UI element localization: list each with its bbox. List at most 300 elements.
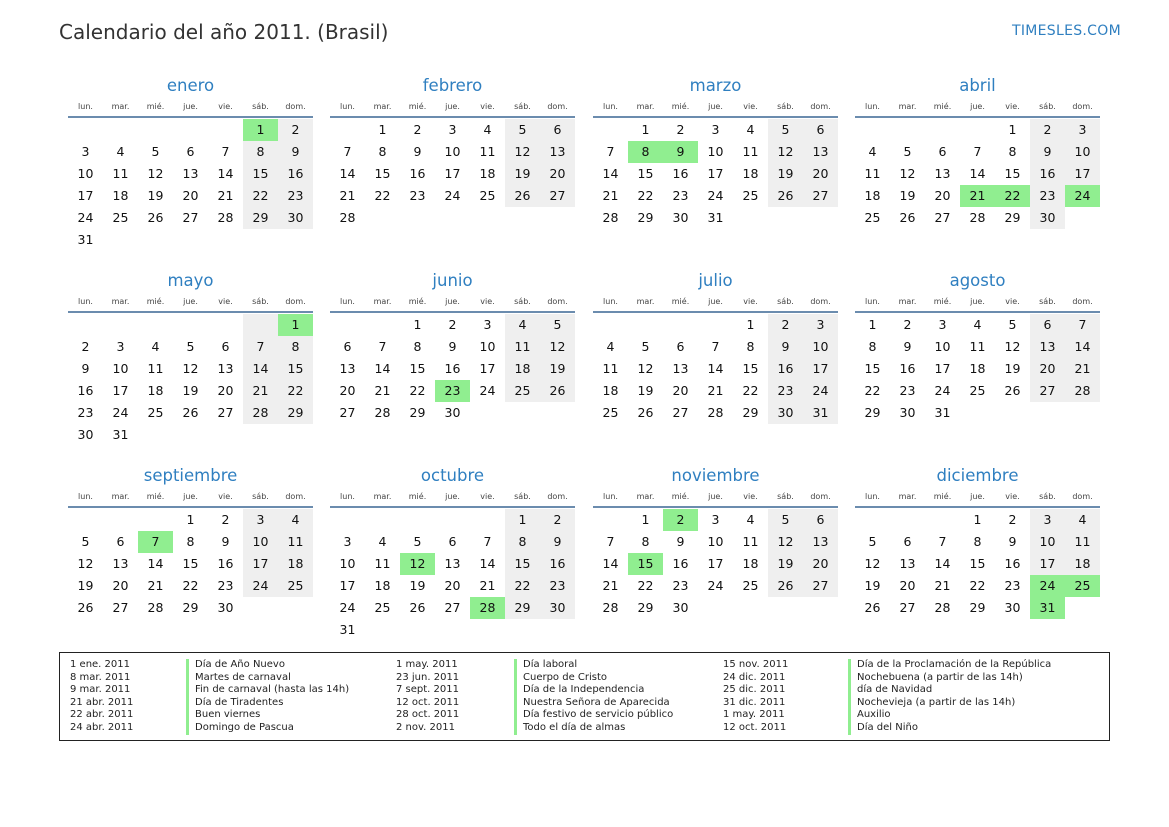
month-name: octubre	[420, 466, 485, 485]
day-cell: 23	[899, 383, 916, 398]
day-cell: 16	[672, 166, 689, 181]
day-cell: 2	[413, 122, 422, 137]
day-cell: 25	[742, 578, 759, 593]
weekday-label: lun.	[340, 492, 355, 501]
day-cell: 11	[479, 144, 496, 159]
day-cell: 22	[182, 578, 199, 593]
day-cell: 8	[1008, 144, 1017, 159]
week-row	[68, 141, 313, 163]
day-cell: 29	[637, 600, 654, 615]
empty-day-cell	[1065, 207, 1100, 229]
day-cell: 27	[182, 210, 199, 225]
empty-day-cell	[208, 229, 243, 251]
legend-date: 25 dic. 2011	[723, 684, 786, 696]
day-cell: 27	[899, 600, 916, 615]
day-cell: 3	[711, 122, 720, 137]
day-cell: 2	[903, 317, 912, 332]
week-row	[855, 336, 1100, 358]
day-cell: 3	[343, 534, 352, 549]
empty-day-cell	[890, 509, 925, 531]
day-cell: 26	[77, 600, 94, 615]
legend-names-col-2	[514, 659, 673, 735]
day-cell: 12	[864, 556, 881, 571]
day-cell: 28	[602, 210, 619, 225]
day-cell: 16	[1004, 556, 1021, 571]
day-cell: 30	[672, 210, 689, 225]
day-cell: 17	[112, 383, 129, 398]
week-row	[593, 207, 838, 229]
weekday-label: jue.	[970, 297, 985, 306]
day-cell: 17	[339, 578, 356, 593]
empty-day-cell	[470, 207, 505, 229]
day-cell: 27	[803, 185, 838, 207]
empty-day-cell	[505, 402, 540, 424]
month-name: julio	[698, 271, 733, 290]
day-cell: 2	[768, 314, 803, 336]
day-cell: 17	[243, 553, 278, 575]
day-cell: 15	[505, 553, 540, 575]
day-cell: 10	[444, 144, 461, 159]
header-divider	[68, 506, 313, 508]
weekday-label: jue.	[708, 297, 723, 306]
month-name: enero	[166, 76, 215, 95]
day-cell: 24	[803, 380, 838, 402]
week-row	[68, 597, 313, 619]
day-cell: 7	[378, 339, 387, 354]
weekday-label: dom.	[810, 102, 831, 111]
day-cell: 6	[448, 534, 457, 549]
day-cell: 28	[243, 402, 278, 424]
empty-day-cell	[540, 619, 575, 641]
day-cell: 13	[217, 361, 234, 376]
empty-day-cell	[365, 509, 400, 531]
day-cell: 20	[672, 383, 689, 398]
day-cell: 11	[742, 144, 759, 159]
day-cell: 16	[540, 553, 575, 575]
day-cell: 13	[1030, 336, 1065, 358]
weekday-label: jue.	[445, 102, 460, 111]
weekday-label: mié.	[671, 102, 690, 111]
week-row	[68, 207, 313, 229]
day-cell: 11	[278, 531, 313, 553]
weekday-label: dom.	[810, 297, 831, 306]
weekday-label: dom.	[285, 102, 306, 111]
day-cell: 8	[186, 534, 195, 549]
legend-date: 1 may. 2011	[723, 709, 785, 721]
day-cell: 12	[1004, 339, 1021, 354]
day-cell: 31	[707, 210, 724, 225]
day-cell: 7	[973, 144, 982, 159]
day-cell: 10	[707, 534, 724, 549]
empty-day-cell	[470, 619, 505, 641]
day-cell: 19	[147, 188, 164, 203]
month-marzo	[593, 74, 838, 229]
brand-link[interactable]: TIMESLES.COM	[1012, 23, 1121, 39]
day-cell: 9	[663, 141, 698, 163]
day-cell: 17	[803, 358, 838, 380]
week-row	[330, 553, 575, 575]
week-row	[330, 336, 575, 358]
day-cell: 25	[1065, 575, 1100, 597]
day-cell: 17	[707, 166, 724, 181]
weekday-label: vie.	[1005, 102, 1020, 111]
day-cell: 18	[742, 556, 759, 571]
empty-day-cell	[68, 509, 103, 531]
day-cell: 16	[278, 163, 313, 185]
legend-date: 21 abr. 2011	[70, 696, 134, 708]
legend-holiday-name: Día laboral	[514, 659, 673, 672]
weekday-label: mar.	[111, 102, 130, 111]
week-row	[593, 575, 838, 597]
empty-day-cell	[103, 229, 138, 251]
day-cell: 7	[483, 534, 492, 549]
day-cell: 13	[672, 361, 689, 376]
empty-day-cell	[68, 119, 103, 141]
month-abril	[855, 74, 1100, 229]
day-cell: 19	[1004, 361, 1021, 376]
day-cell: 20	[803, 163, 838, 185]
day-cell: 9	[768, 336, 803, 358]
days-grid	[330, 119, 575, 229]
day-cell: 12	[768, 531, 803, 553]
weekday-label: lun.	[603, 102, 618, 111]
week-row	[330, 380, 575, 402]
weekday-label: mié.	[671, 297, 690, 306]
day-cell: 23	[278, 185, 313, 207]
day-cell: 23	[672, 188, 689, 203]
week-row	[593, 358, 838, 380]
weekday-label: mié.	[671, 492, 690, 501]
weekday-header	[330, 100, 575, 114]
day-cell: 28	[1065, 380, 1100, 402]
day-cell: 14	[934, 556, 951, 571]
weekday-label: jue.	[183, 297, 198, 306]
day-cell: 21	[602, 188, 619, 203]
day-cell: 10	[112, 361, 129, 376]
day-cell: 22	[637, 578, 654, 593]
day-cell: 28	[707, 405, 724, 420]
day-cell: 20	[803, 553, 838, 575]
day-cell: 15	[1004, 166, 1021, 181]
day-cell: 11	[147, 361, 164, 376]
empty-day-cell	[435, 509, 470, 531]
day-cell: 18	[147, 383, 164, 398]
day-cell: 2	[1008, 512, 1017, 527]
week-row	[330, 531, 575, 553]
weekday-label: dom.	[1072, 492, 1093, 501]
month-name: diciembre	[936, 466, 1019, 485]
week-row	[593, 509, 838, 531]
day-cell: 20	[1030, 358, 1065, 380]
legend-holiday-name: Nuestra Señora de Aparecida	[514, 697, 673, 710]
day-cell: 6	[540, 119, 575, 141]
empty-day-cell	[278, 229, 313, 251]
week-row	[855, 575, 1100, 597]
header-divider	[855, 506, 1100, 508]
legend-dates-col-2	[396, 659, 459, 735]
empty-day-cell	[1030, 402, 1065, 424]
day-cell: 1	[186, 512, 195, 527]
month-name: noviembre	[671, 466, 760, 485]
legend-holiday-name: Fin de carnaval (hasta las 14h)	[186, 684, 349, 697]
header-divider	[330, 311, 575, 313]
days-grid	[593, 314, 838, 424]
month-junio	[330, 269, 575, 424]
weekday-label: vie.	[218, 297, 233, 306]
day-cell: 24	[112, 405, 129, 420]
week-row	[855, 185, 1100, 207]
day-cell: 29	[505, 597, 540, 619]
weekday-label: sáb.	[252, 102, 269, 111]
weekday-label: mar.	[898, 297, 917, 306]
day-cell: 24	[1065, 185, 1100, 207]
days-grid	[68, 119, 313, 251]
day-cell: 7	[711, 339, 720, 354]
weekday-header	[593, 100, 838, 114]
day-cell: 7	[1065, 314, 1100, 336]
day-cell: 13	[444, 556, 461, 571]
month-mayo	[68, 269, 313, 446]
weekday-header	[855, 295, 1100, 309]
day-cell: 19	[768, 163, 803, 185]
day-cell: 8	[868, 339, 877, 354]
weekday-label: mié.	[408, 297, 427, 306]
day-cell: 1	[641, 122, 650, 137]
day-cell: 10	[77, 166, 94, 181]
header-divider	[68, 116, 313, 118]
weekday-label: mar.	[111, 492, 130, 501]
day-cell: 26	[768, 575, 803, 597]
weekday-label: vie.	[743, 492, 758, 501]
weekday-label: dom.	[285, 297, 306, 306]
day-cell: 17	[934, 361, 951, 376]
day-cell: 28	[217, 210, 234, 225]
day-cell: 16	[768, 358, 803, 380]
month-name: agosto	[949, 271, 1006, 290]
day-cell: 19	[77, 578, 94, 593]
day-cell: 17	[707, 556, 724, 571]
week-row	[593, 531, 838, 553]
weekday-label: vie.	[1005, 492, 1020, 501]
day-cell: 26	[1004, 383, 1021, 398]
legend-holiday-name: Nochebuena (a partir de las 14h)	[848, 672, 1051, 685]
day-cell: 19	[768, 553, 803, 575]
day-cell: 2	[663, 509, 698, 531]
day-cell: 30	[217, 600, 234, 615]
week-row	[68, 531, 313, 553]
week-row	[68, 424, 313, 446]
week-row	[68, 229, 313, 251]
week-row	[855, 141, 1100, 163]
day-cell: 3	[711, 512, 720, 527]
day-cell: 7	[606, 144, 615, 159]
day-cell: 4	[378, 534, 387, 549]
day-cell: 31	[803, 402, 838, 424]
day-cell: 16	[77, 383, 94, 398]
day-cell: 20	[540, 163, 575, 185]
weekday-label: sáb.	[514, 102, 531, 111]
day-cell: 18	[864, 188, 881, 203]
week-row	[68, 119, 313, 141]
empty-day-cell	[103, 314, 138, 336]
day-cell: 12	[182, 361, 199, 376]
week-row	[855, 402, 1100, 424]
weekday-label: jue.	[183, 492, 198, 501]
weekday-label: mar.	[111, 297, 130, 306]
day-cell: 14	[707, 361, 724, 376]
day-cell: 11	[1065, 531, 1100, 553]
weekday-label: jue.	[445, 297, 460, 306]
day-cell: 5	[413, 534, 422, 549]
day-cell: 5	[151, 144, 160, 159]
day-cell: 15	[278, 358, 313, 380]
weekday-label: dom.	[547, 297, 568, 306]
day-cell: 1	[1008, 122, 1017, 137]
day-cell: 20	[444, 578, 461, 593]
weekday-label: mar.	[898, 492, 917, 501]
day-cell: 3	[116, 339, 125, 354]
empty-day-cell	[103, 509, 138, 531]
empty-day-cell	[330, 119, 365, 141]
day-cell: 23	[768, 380, 803, 402]
weekday-label: lun.	[865, 102, 880, 111]
day-cell: 17	[479, 361, 496, 376]
weekday-label: sáb.	[1039, 297, 1056, 306]
weekday-label: mié.	[146, 297, 165, 306]
day-cell: 24	[243, 575, 278, 597]
day-cell: 22	[995, 185, 1030, 207]
day-cell: 11	[505, 336, 540, 358]
weekday-header	[855, 100, 1100, 114]
empty-day-cell	[278, 424, 313, 446]
day-cell: 12	[400, 553, 435, 575]
day-cell: 15	[374, 166, 391, 181]
weekday-label: mié.	[408, 102, 427, 111]
day-cell: 17	[1030, 553, 1065, 575]
week-row	[593, 402, 838, 424]
empty-day-cell	[138, 229, 173, 251]
day-cell: 2	[540, 509, 575, 531]
week-row	[68, 336, 313, 358]
day-cell: 10	[479, 339, 496, 354]
empty-day-cell	[540, 207, 575, 229]
day-cell: 12	[768, 141, 803, 163]
day-cell: 4	[483, 122, 492, 137]
day-cell: 18	[374, 578, 391, 593]
day-cell: 25	[602, 405, 619, 420]
day-cell: 6	[343, 339, 352, 354]
empty-day-cell	[733, 207, 768, 229]
legend-names-col-3	[848, 659, 1051, 735]
weekday-label: lun.	[603, 297, 618, 306]
day-cell: 14	[339, 166, 356, 181]
day-cell: 20	[182, 188, 199, 203]
day-cell: 29	[1004, 210, 1021, 225]
empty-day-cell	[960, 119, 995, 141]
day-cell: 23	[217, 578, 234, 593]
weekday-label: mar.	[898, 102, 917, 111]
empty-day-cell	[855, 509, 890, 531]
day-cell: 21	[243, 380, 278, 402]
month-septiembre	[68, 464, 313, 619]
day-cell: 10	[1030, 531, 1065, 553]
weekday-label: lun.	[78, 102, 93, 111]
day-cell: 21	[707, 383, 724, 398]
weekday-label: sáb.	[514, 492, 531, 501]
day-cell: 25	[278, 575, 313, 597]
day-cell: 22	[409, 383, 426, 398]
weekday-label: mié.	[408, 492, 427, 501]
day-cell: 30	[540, 597, 575, 619]
legend-date: 24 abr. 2011	[70, 721, 134, 733]
day-cell: 6	[221, 339, 230, 354]
empty-day-cell	[435, 207, 470, 229]
day-cell: 14	[217, 166, 234, 181]
day-cell: 7	[343, 144, 352, 159]
weekday-label: lun.	[340, 297, 355, 306]
week-row	[593, 119, 838, 141]
day-cell: 20	[934, 188, 951, 203]
legend-dates-col-3	[723, 659, 788, 735]
day-cell: 14	[243, 358, 278, 380]
day-cell: 22	[742, 383, 759, 398]
weekday-label: mar.	[636, 492, 655, 501]
empty-day-cell	[365, 207, 400, 229]
weekday-header	[593, 295, 838, 309]
day-cell: 27	[540, 185, 575, 207]
day-cell: 18	[505, 358, 540, 380]
day-cell: 15	[182, 556, 199, 571]
day-cell: 28	[470, 597, 505, 619]
day-cell: 6	[903, 534, 912, 549]
day-cell: 23	[409, 188, 426, 203]
week-row	[330, 509, 575, 531]
day-cell: 12	[899, 166, 916, 181]
weekday-header	[855, 490, 1100, 504]
day-cell: 19	[899, 188, 916, 203]
day-cell: 13	[803, 531, 838, 553]
week-row	[855, 314, 1100, 336]
day-cell: 8	[746, 339, 755, 354]
weekday-header	[68, 295, 313, 309]
day-cell: 29	[864, 405, 881, 420]
empty-day-cell	[208, 424, 243, 446]
day-cell: 6	[186, 144, 195, 159]
empty-day-cell	[593, 509, 628, 531]
month-name: marzo	[689, 76, 742, 95]
weekday-label: vie.	[480, 102, 495, 111]
day-cell: 29	[409, 405, 426, 420]
day-cell: 3	[81, 144, 90, 159]
weekday-label: sáb.	[252, 297, 269, 306]
month-julio	[593, 269, 838, 424]
day-cell: 22	[969, 578, 986, 593]
day-cell: 22	[243, 185, 278, 207]
day-cell: 7	[938, 534, 947, 549]
day-cell: 18	[742, 166, 759, 181]
day-cell: 8	[641, 534, 650, 549]
weekday-label: mié.	[933, 102, 952, 111]
empty-day-cell	[435, 619, 470, 641]
day-cell: 13	[339, 361, 356, 376]
day-cell: 4	[606, 339, 615, 354]
week-row	[330, 119, 575, 141]
day-cell: 3	[938, 317, 947, 332]
week-row	[855, 597, 1100, 619]
day-cell: 24	[707, 578, 724, 593]
day-cell: 1	[641, 512, 650, 527]
week-row	[68, 185, 313, 207]
